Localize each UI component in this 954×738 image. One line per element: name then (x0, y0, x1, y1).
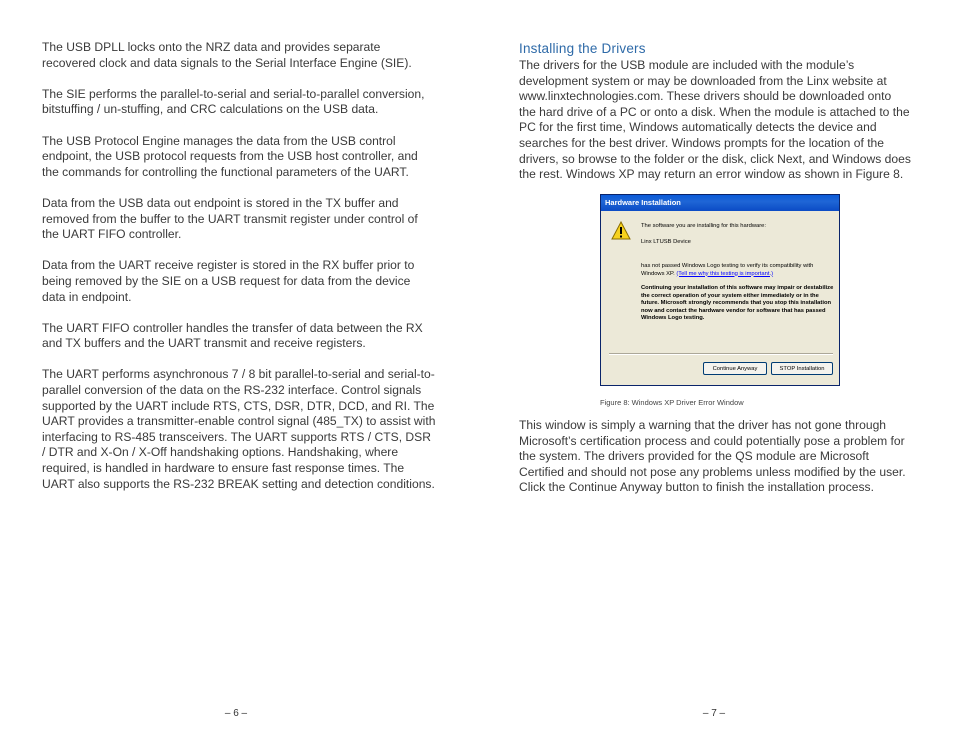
dialog-body (601, 211, 839, 387)
hardware-installation-dialog (600, 194, 840, 386)
paragraph-tx-buffer: Data from the USB data out endpoint is stored in the TX buffer and removed from the buffer to the UART transmit register under control of the UART FIFO controller. (42, 195, 418, 242)
continue-anyway-button[interactable]: Continue Anyway (703, 362, 767, 375)
right-column-lower (519, 418, 911, 512)
page-number-left: – 6 – (224, 708, 248, 719)
right-column (519, 40, 911, 198)
paragraph-rx-buffer: Data from the UART receive register is stored in the RX buffer prior to being removed by the SIE on a USB request for data from the device data in endpoint. (42, 258, 415, 304)
page-number-right: – 7 – (702, 708, 726, 719)
warning-triangle-icon (611, 221, 631, 241)
paragraph-protocol-engine: The USB Protocol Engine manages the data from the USB control endpoint, the USB protocol requests from the USB host controller, and the commands for controlling the functional parameters of the UART. (42, 133, 418, 179)
dialog-logo-text (641, 263, 836, 278)
paragraph-uart: The UART performs asynchronous 7 / 8 bit parallel-to-serial and serial-to-parallel conversion of the data on the RS-232 interface. Control signals supported by the UART include RTS, CTS, DSR, DTR, DCD, and RI. The UART provides a transmitter-enable control signal (485_TX) to assist with interfacing to RS-485 transceivers. The UART supports RTS / CTS, DSR / DTR and X-On / X-Off handshaking options. Handshaking, where required, is handled in hardware to ensure fast response times. The UART also supports the RS-232 BREAK setting and detection conditions. (42, 367, 436, 491)
paragraph-fifo-controller: The UART FIFO controller handles the transfer of data between the RX and TX buffers and the UART transmit and receive registers. (42, 320, 423, 351)
paragraph-intro: The drivers for the USB module are included with the module’s development system or may be downloaded from the Linx website at www.linxtechnologies.com. These drivers should be downloaded onto the hard drive of a PC or onto a disk. When the module is attached to the PC for the first time, Windows automatically detects the device and searches for the best driver. Windows prompts for the location of the drivers, so browse to the folder or the disk, click Next, and Windows does the rest. Windows XP may return an error window as shown in Figure 8. (519, 58, 911, 182)
paragraph-usb-dpll: The USB DPLL locks onto the NRZ data and provides separate recovered clock and data signals to the Serial Interface Engine (SIE). (42, 40, 412, 70)
figure-caption: Figure 8: Windows XP Driver Error Window (600, 398, 744, 407)
dialog-logo-link[interactable]: (Tell me why this testing is important.) (676, 270, 774, 277)
paragraph-sie: The SIE performs the parallel-to-serial and serial-to-parallel conversion, bitstuffing / un-stuffing, and CRC calculations on the USB data. (42, 86, 425, 117)
dialog-title-bar: Hardware Installation (601, 195, 839, 211)
dialog-separator (609, 353, 833, 355)
stop-installation-button[interactable]: STOP Installation (771, 362, 833, 375)
paragraph-outro: This window is simply a warning that the driver has not gone through Microsoft’s certification process and could potentially pose a problem for the system. The drivers provided for the QS module are Microsoft Certified and should not pose any problems unless modified by the user. Click the Continue Anyway button to finish the installation process. (519, 418, 906, 495)
left-column (42, 40, 437, 508)
dialog-line1: The software you are installing for this hardware: (641, 223, 767, 229)
dialog-logo-message: has not passed Windows Logo testing to verify its compatibility with Windows XP. (641, 263, 814, 277)
dialog-device-name: Linx LTUSB Device (641, 239, 691, 245)
dialog-warning-text: Continuing your installation of this software may impair or destabilize the correct operation of your system either immediately or in the future. Microsoft strongly recommends that you stop this installation now and contact the hardware vendor for software that has passed Windows Logo testing. (641, 285, 834, 322)
section-heading: Installing the Drivers (519, 41, 646, 56)
